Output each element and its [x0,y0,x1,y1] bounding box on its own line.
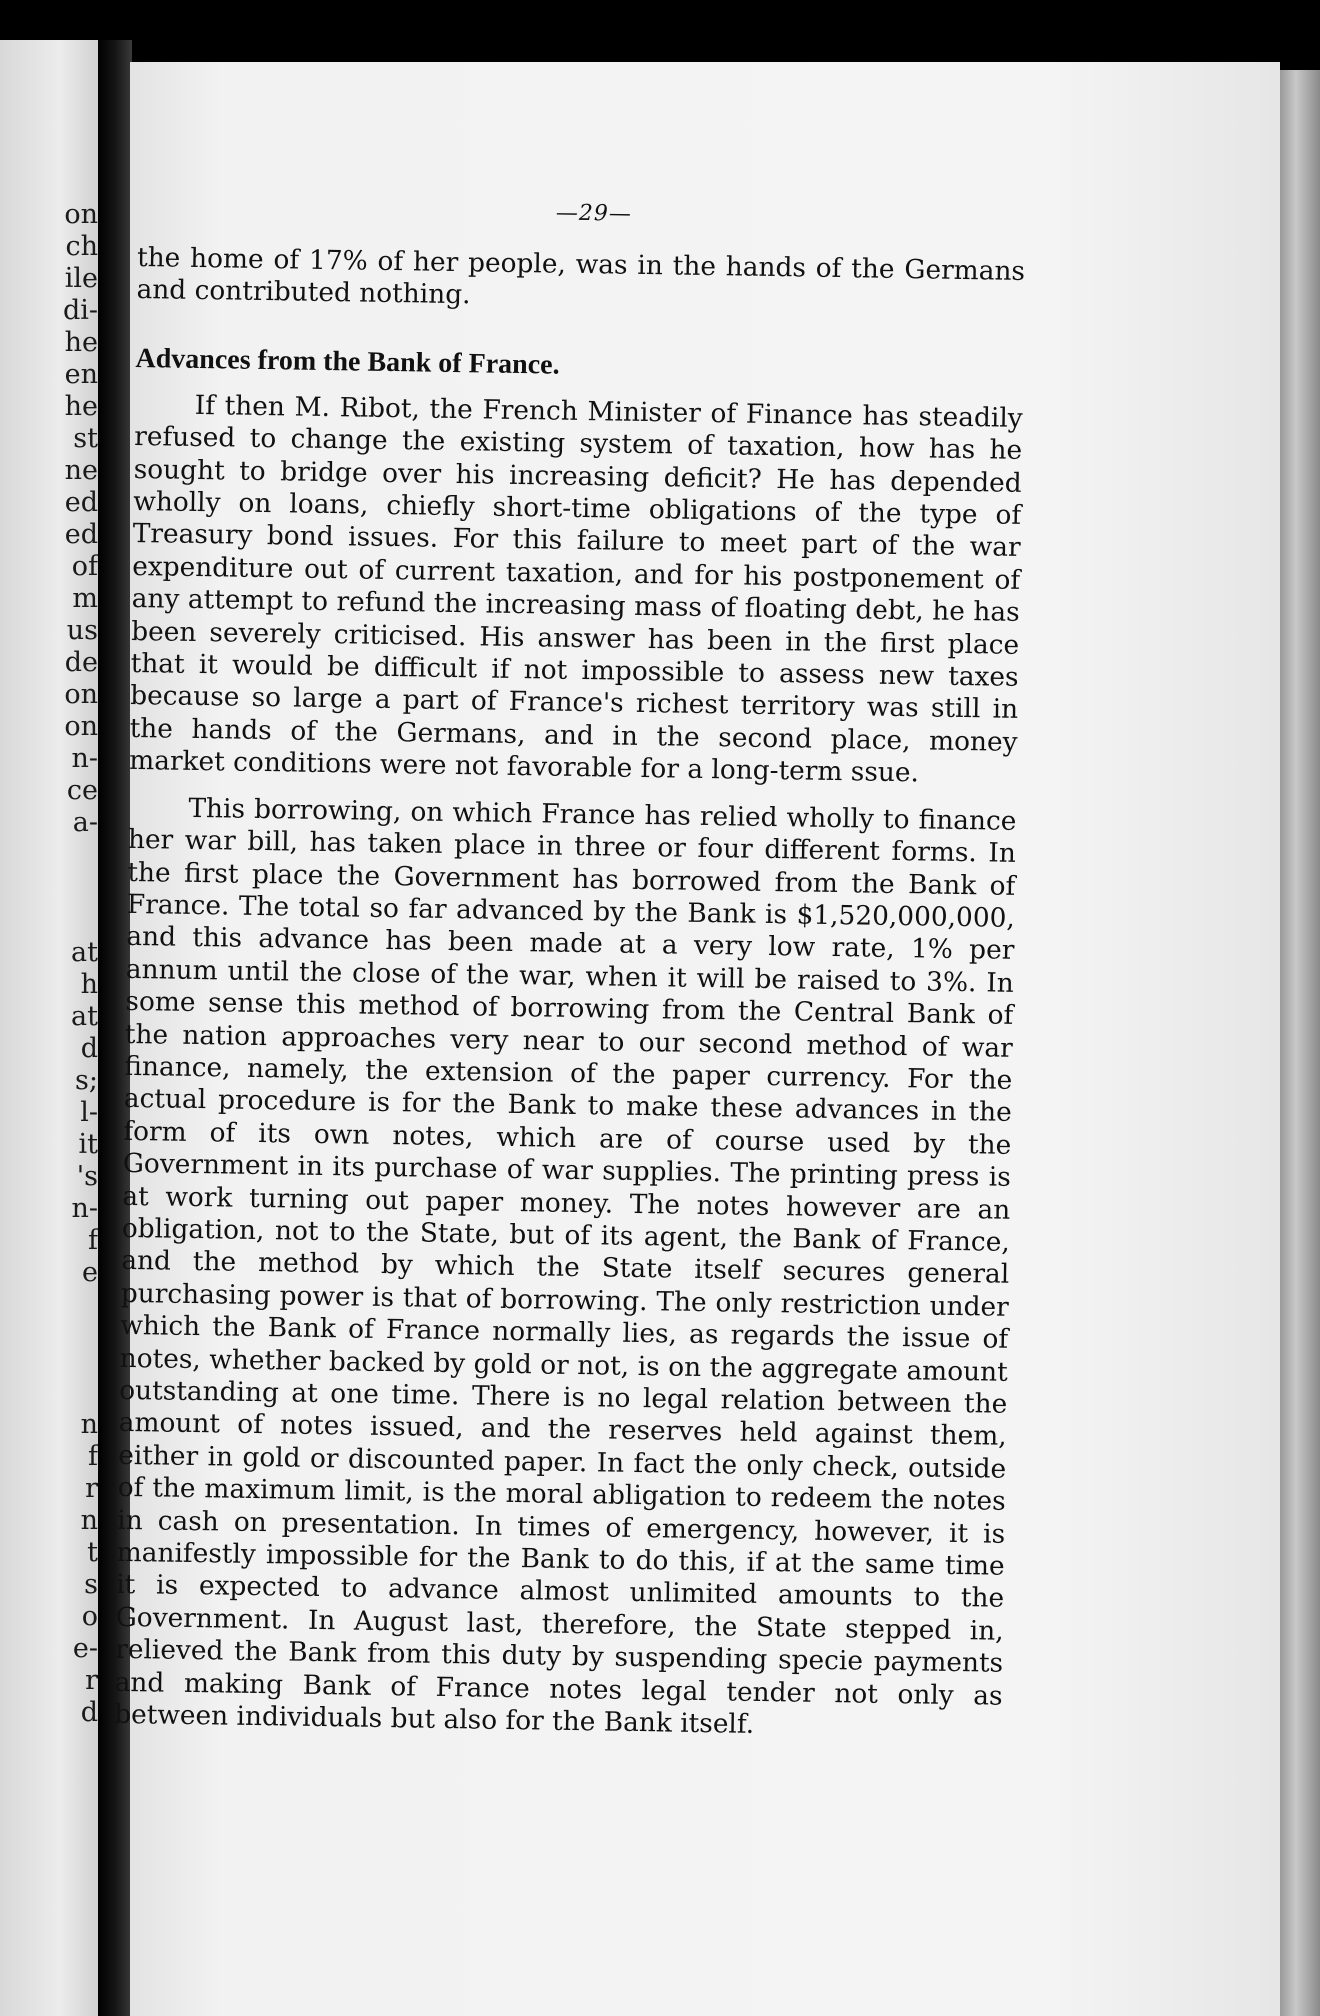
facing-page-fragment: e [82,1257,98,1288]
facing-page-fragment: s [84,1569,98,1600]
facing-page-fragment: ed [64,487,98,518]
facing-page-fragment: n- [71,743,98,774]
facing-page-edge [0,40,100,2016]
facing-page-fragment: he [64,391,98,422]
facing-page-fragment: ce [66,775,98,806]
opening-paragraph: the home of 17% of her people, was in the hands of the Germans and contributed nothing. [136,241,1026,311]
facing-page-fragment: at [71,937,98,968]
page-content [114,200,1038,1745]
section-heading: Advances from the Bank of France. [135,342,560,381]
facing-page-fragment: 's [76,1161,98,1192]
facing-page-fragment: he [64,327,98,358]
facing-page-fragment: at [71,1001,98,1032]
facing-page-fragment: m [72,583,98,614]
facing-page-fragment: f [88,1441,98,1472]
facing-page-fragment: ile [64,263,98,294]
facing-page-fragment: ch [65,231,98,262]
facing-page-fragment: a- [72,807,98,838]
facing-page-fragment: n- [71,1193,98,1224]
facing-page-fragment: en [64,359,98,390]
facing-page-fragment: e- [72,1633,98,1664]
facing-page-fragment: n [80,1505,98,1536]
facing-page-fragment: of [71,551,98,582]
facing-page-fragment: on [64,711,98,742]
facing-page-fragment: ed [64,519,98,550]
facing-page-fragment: l- [80,1097,98,1128]
paragraph-ribot: If then M. Ribot, the French Minister of Finance has steadily refused to change the existing system of taxation, how has he sought to bridge over his increasing deficit? He has depended wholly on loans, chiefly short-time obligations of the type of Treasury bond issues. For this failure to meet part of the war expenditure out of current taxation, and for his postponement of any attempt to refund the increasing mass of floating debt, he has been severely criticised. His answer has been in the first place that it would be difficult if not impossible to assess new taxes because so large a part of France's richest territory was still in the hands of the Germans, and in the second place, money market conditions were not favorable for a long-term ssue. [128,389,1023,789]
facing-page-fragment: f [88,1225,98,1256]
facing-page-fragment: h [80,969,98,1000]
facing-page-fragment: r [85,1473,98,1504]
facing-page-fragment: de [64,647,98,678]
page-edge-shadow [1280,70,1320,2016]
facing-page-fragment: n [80,1409,98,1440]
page-number: —29— [555,200,633,227]
facing-page-fragment: o [81,1601,98,1632]
facing-page-fragment: d [80,1033,98,1064]
facing-page-fragment: r [85,1665,98,1696]
facing-page-fragment: st [73,423,98,454]
facing-page-fragment: on [64,199,98,230]
facing-page-fragment: ne [64,455,98,486]
facing-page-fragment: d [80,1697,98,1728]
facing-page-fragment: it [78,1129,98,1160]
facing-page-fragment: di- [62,295,98,326]
facing-page-fragment: s; [75,1065,98,1096]
paragraph-borrowing: This borrowing, on which France has relied wholly to finance her war bill, has taken place in three or four different forms. In the first place the Government has borrowed from the Bank of France. The total so far advanced by the Bank is $1,520,000,000, and this advance has been made at a very low rate, 1% per annum until the close of the war, when it will be raised to 3%. In some sense this method of borrowing from the Central Bank of the nation approaches very near to our second method of war finance, namely, the extension of the paper currency. For the actual procedure is for the Bank to make these advances in the form of its own notes, which are of course used by the Government in its purchase of war supplies. The printing press is at work turning out paper money. The notes however are an obligation, not to the State, but of its agent, the Bank of France, and the method by which the State itself secures general purchasing power is that of borrowing. The only restriction under which the Bank of France normally lies, as regards the issue of notes, whether backed by gold or not, is on the aggregate amount outstanding at one time. There is no legal relation between the amount of notes issued, and the reserves held against them, either in gold or discounted paper. In fact the only check, outside of the maximum limit, is the moral abligation to redeem the notes in cash on presentation. In times of emergency, however, it is manifestly impossible for the Bank to do this, if at the same time it is expected to advance almost unlimited amounts to the Government. In August last, therefore, the State stepped in, relieved the Bank from this duty by suspending specie payments and making Bank of France notes legal tender not only as between individuals but also for the Bank itself. [113,792,1017,1740]
facing-page-fragment: t [87,1537,98,1568]
facing-page-fragment: on [64,679,98,710]
facing-page-fragment: us [66,615,98,646]
